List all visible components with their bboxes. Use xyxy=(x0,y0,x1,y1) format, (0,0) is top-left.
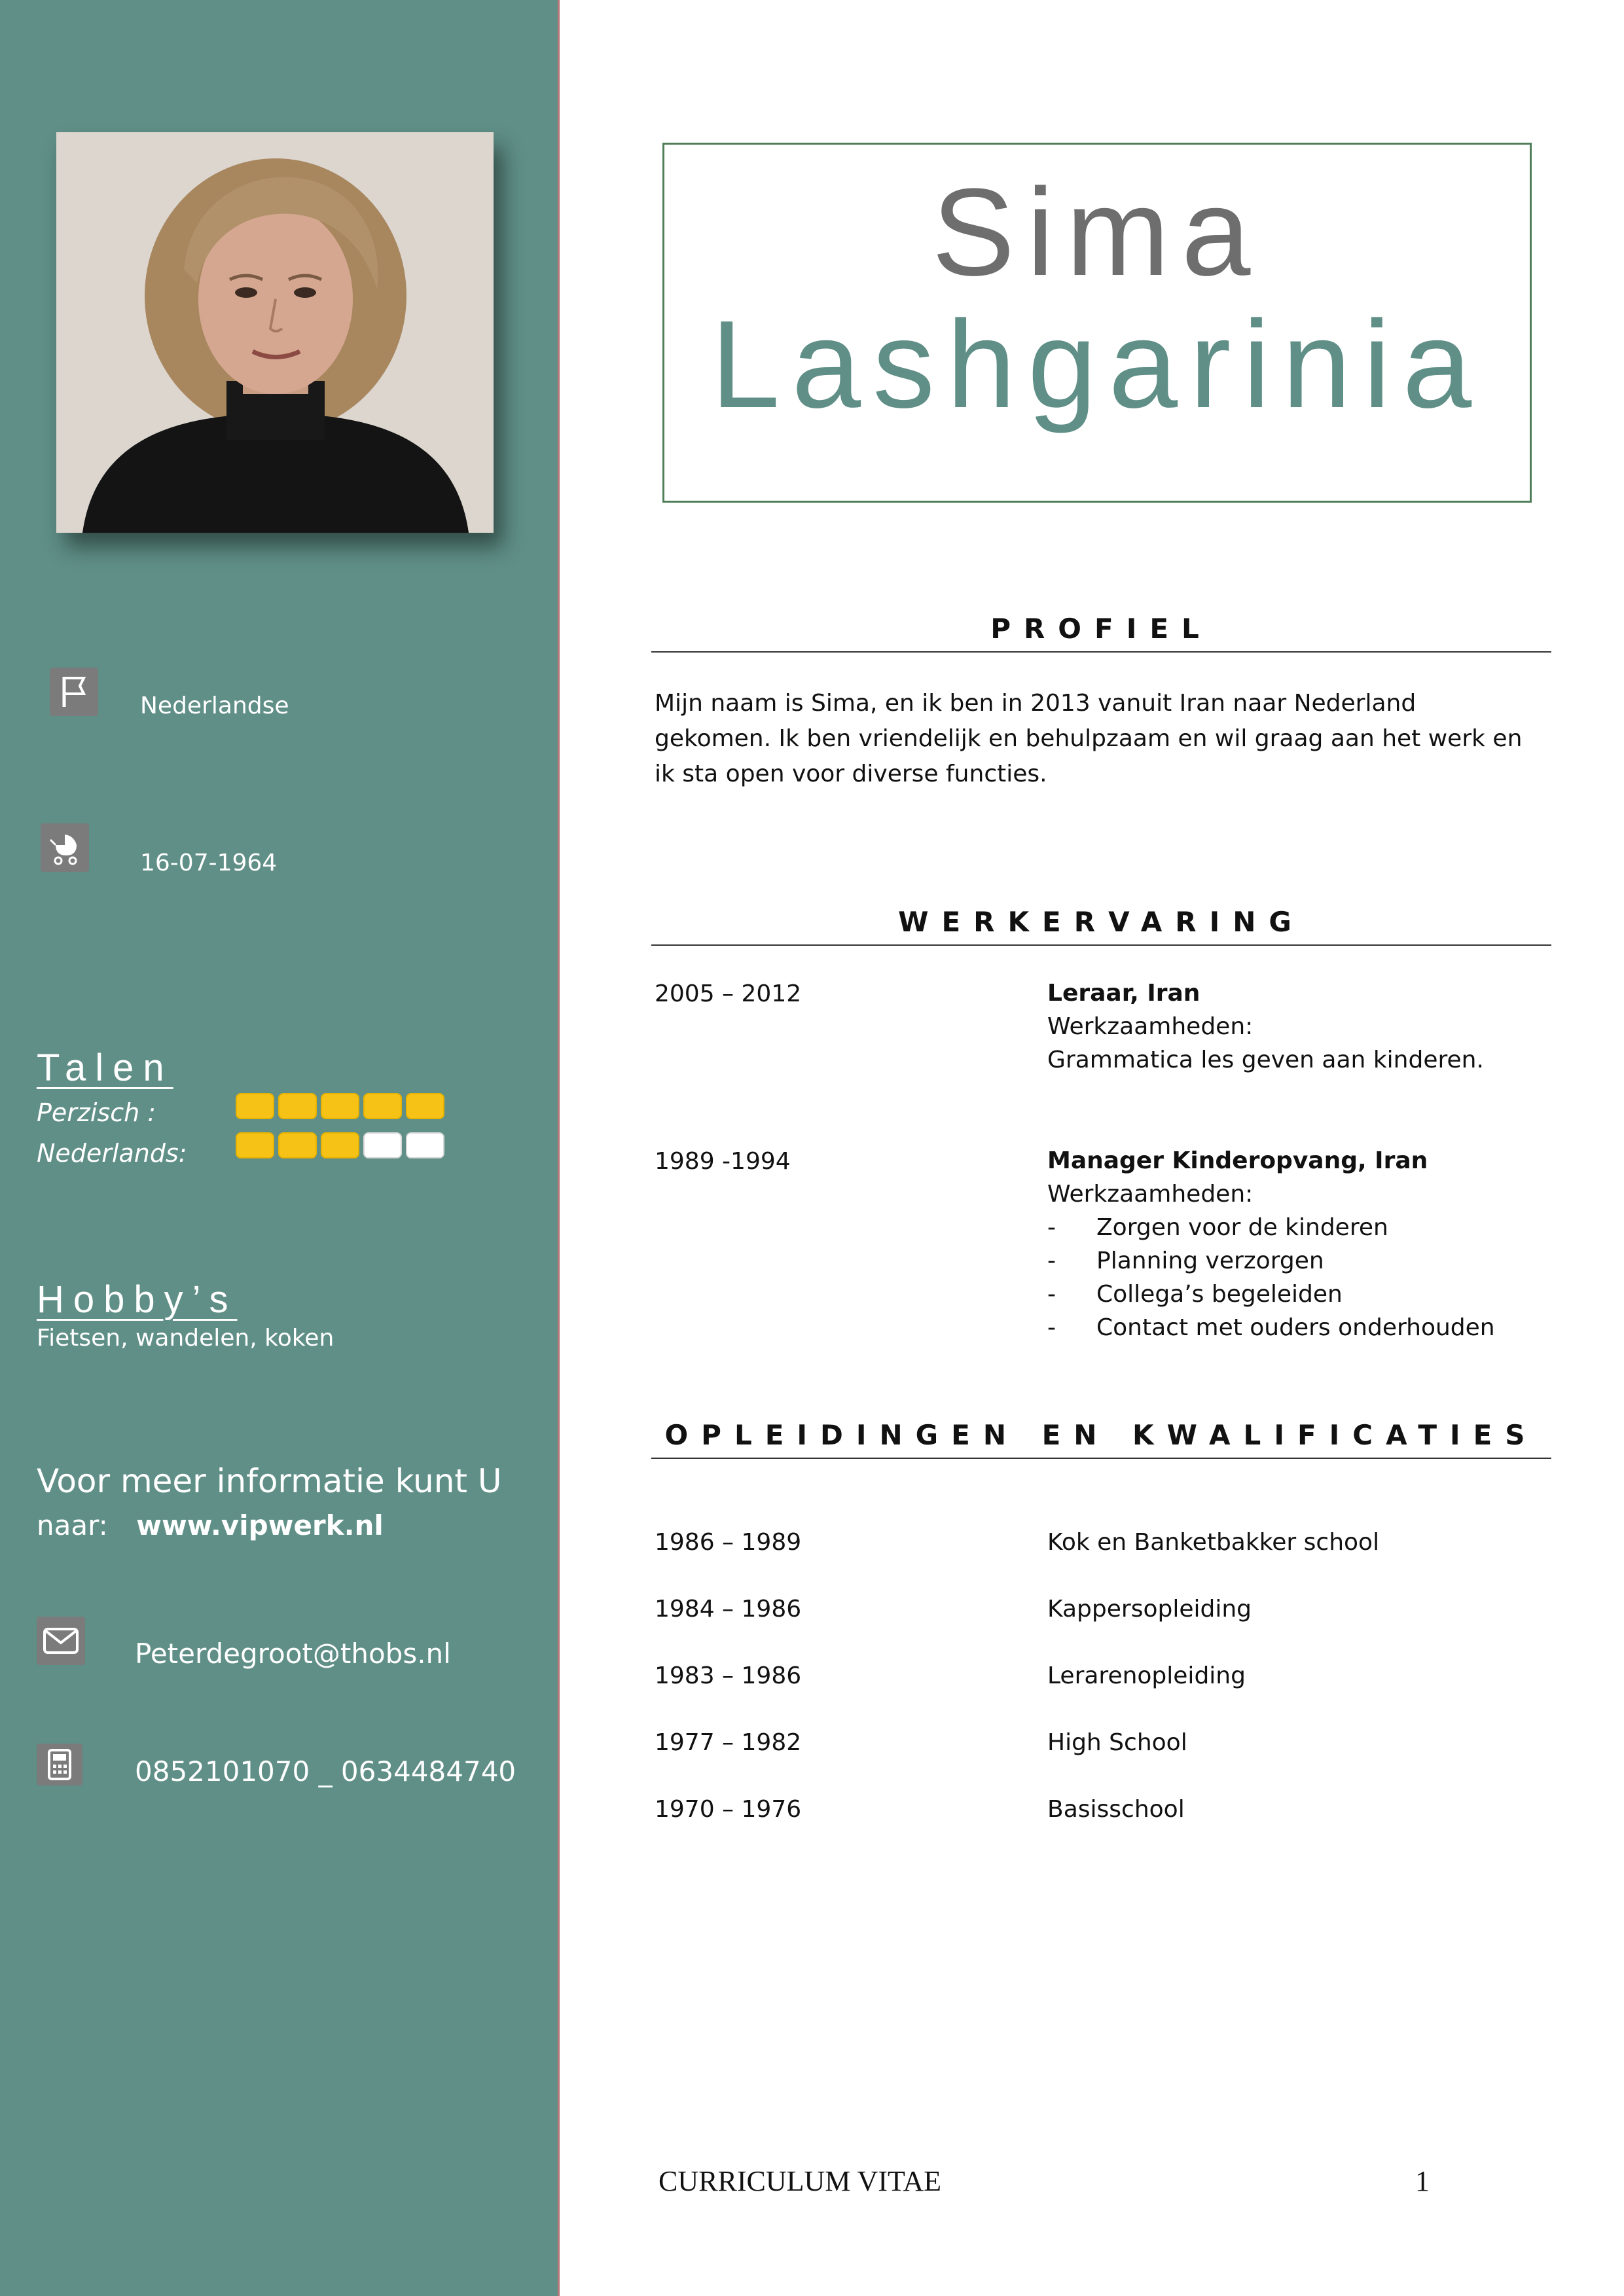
level-cell xyxy=(278,1093,317,1119)
more-info-line2 xyxy=(37,1509,384,1541)
job-tasks-label: Werkzaamheden: xyxy=(1047,1181,1254,1208)
email-value[interactable]: Peterdegroot@thobs.nl xyxy=(135,1638,451,1670)
more-info-line1: Voor meer informatie kunt U xyxy=(37,1462,502,1500)
sidebar xyxy=(0,0,560,2296)
job-period: 1989 -1994 xyxy=(655,1148,791,1175)
job-details xyxy=(1047,977,1484,1077)
education-period: 1984 – 1986 xyxy=(655,1596,802,1623)
language-label-persian: Perzisch : xyxy=(37,1098,156,1127)
level-cell xyxy=(278,1132,317,1158)
birthdate-value: 16-07-1964 xyxy=(140,850,278,876)
list-item: - Planning verzorgen xyxy=(1047,1247,1324,1274)
education-period: 1977 – 1982 xyxy=(655,1729,802,1756)
nationality-value: Nederlandse xyxy=(140,692,289,719)
page-number: 1 xyxy=(1415,2165,1430,2197)
hobbies-heading: Hobby’s xyxy=(37,1278,238,1321)
flag-icon xyxy=(50,668,98,716)
list-item: - Zorgen voor de kinderen xyxy=(1047,1214,1388,1241)
education-name: High School xyxy=(1047,1729,1187,1756)
more-info-prefix: naar: xyxy=(37,1509,108,1541)
stroller-icon xyxy=(41,823,89,872)
hobbies-value: Fietsen, wandelen, koken xyxy=(37,1325,334,1352)
level-cell xyxy=(236,1132,274,1158)
list-item: - Collega’s begeleiden xyxy=(1047,1281,1343,1308)
level-cell xyxy=(363,1132,402,1158)
level-cell xyxy=(406,1093,444,1119)
level-cell xyxy=(321,1132,359,1158)
profile-photo xyxy=(56,132,494,533)
last-name: Lashgarinia xyxy=(710,295,1484,434)
experience-heading: WERKERVARING xyxy=(651,906,1551,946)
job-details xyxy=(1047,1144,1495,1344)
education-period: 1983 – 1986 xyxy=(655,1662,802,1689)
education-name: Lerarenopleiding xyxy=(1047,1662,1246,1689)
level-cell xyxy=(406,1132,444,1158)
list-item: - Contact met ouders onderhouden xyxy=(1047,1314,1495,1341)
language-level-persian xyxy=(236,1093,444,1119)
education-period: 1986 – 1989 xyxy=(655,1529,802,1556)
profile-text: Mijn naam is Sima, en ik ben in 2013 vanuit Iran naar Nederland gekomen. Ik ben vriendelijk en behulpzaam en wil graag aan het werk en ik sta open voor diverse functies. xyxy=(655,690,1523,787)
education-name: Kok en Banketbakker school xyxy=(1047,1529,1380,1556)
phone-value[interactable]: 0852101070 _ 0634484740 xyxy=(135,1755,516,1787)
education-period: 1970 – 1976 xyxy=(655,1796,802,1823)
level-cell xyxy=(321,1093,359,1119)
phone-icon xyxy=(37,1744,82,1785)
profile-heading: PROFIEL xyxy=(651,613,1551,653)
job-description: Grammatica les geven aan kinderen. xyxy=(1047,1047,1484,1073)
education-name: Basisschool xyxy=(1047,1796,1185,1823)
language-label-dutch: Nederlands: xyxy=(37,1139,187,1168)
education-name: Kappersopleiding xyxy=(1047,1596,1252,1623)
level-cell xyxy=(363,1093,402,1119)
name-box xyxy=(662,143,1532,503)
first-name: Sima xyxy=(931,163,1263,302)
language-level-dutch xyxy=(236,1132,444,1158)
envelope-icon xyxy=(37,1617,85,1665)
job-task-list xyxy=(1047,1211,1495,1344)
job-role: Manager Kinderopvang, Iran xyxy=(1047,1147,1428,1174)
languages-heading: Talen xyxy=(37,1047,173,1089)
level-cell xyxy=(236,1093,274,1119)
job-role: Leraar, Iran xyxy=(1047,980,1200,1007)
job-tasks-label: Werkzaamheden: xyxy=(1047,1013,1254,1040)
job-period: 2005 – 2012 xyxy=(655,980,802,1007)
footer-label: CURRICULUM VITAE xyxy=(659,2165,942,2197)
website-link[interactable]: www.vipwerk.nl xyxy=(136,1509,384,1541)
education-heading: OPLEIDINGEN EN KWALIFICATIES xyxy=(651,1419,1551,1459)
